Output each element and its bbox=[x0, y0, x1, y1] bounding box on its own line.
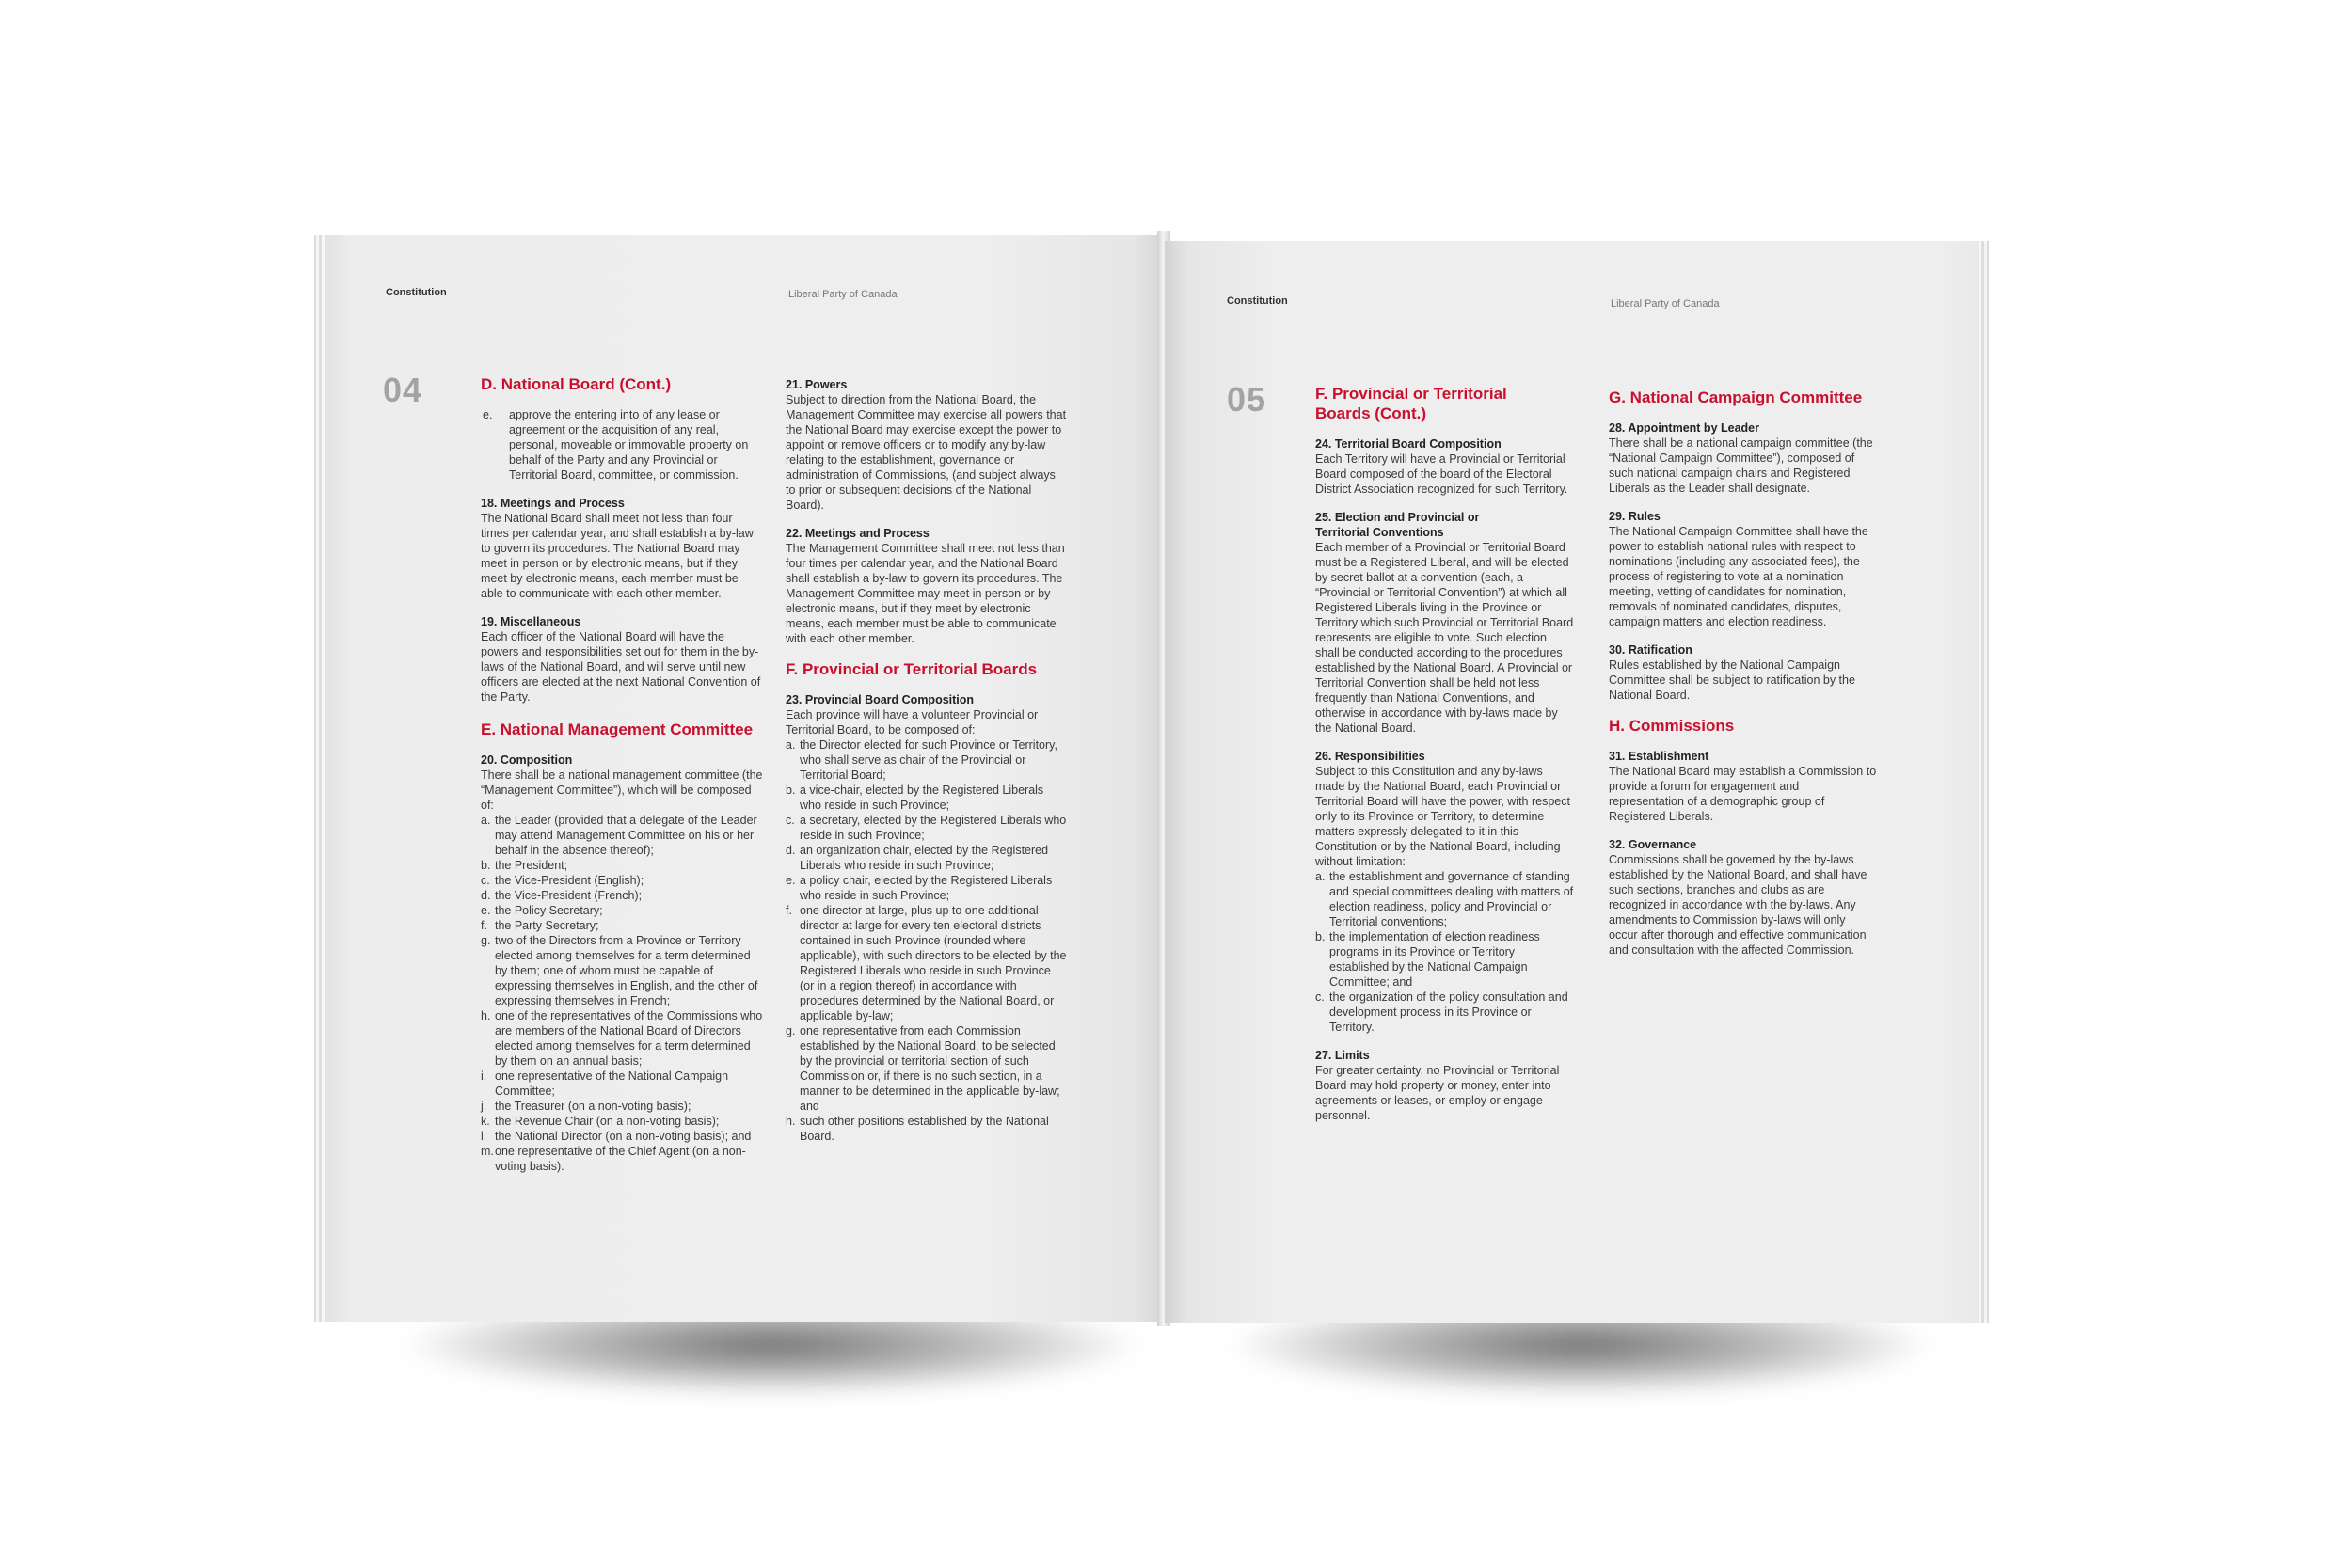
section-title: E. National Management Committee bbox=[481, 721, 754, 738]
header-org-name: Liberal Party of Canada bbox=[1611, 298, 1720, 309]
list-item: c. a secretary, elected by the Registered Liberals who reside in such Province; bbox=[786, 814, 1067, 842]
article-body: Subject to this Constitution and any by-laws made by the National Board, each Provincial or Territorial Board will have the power, with respect only to its Province or Territory, to determine matters expressly delegated to it in this Constitution or by the National Board, including without limitation: bbox=[1315, 765, 1570, 868]
list-item: l. the National Director (on a non-voting basis); and bbox=[481, 1130, 752, 1143]
list-20 bbox=[481, 813, 763, 1174]
article-heading: 31. Establishment bbox=[1609, 750, 1709, 763]
list-item: d. the Vice-President (French); bbox=[481, 889, 643, 902]
section-title: G. National Campaign Committee bbox=[1609, 388, 1863, 406]
article-body: Rules established by the National Campaign Committee shall be subject to ratification by the National Board. bbox=[1609, 658, 1855, 702]
list-item: b. a vice-chair, elected by the Registered Liberals who reside in such Province; bbox=[786, 784, 1044, 812]
article-heading: 18. Meetings and Process bbox=[481, 497, 625, 510]
article-body: Commissions shall be governed by the by-laws established by the National Board, and shall have such sections, branches and clubs as are recognized in accordance with the by-laws. Any amendments to Commission by-laws will only occur after thorough and effective communication and consultation with the affected Commission. bbox=[1609, 853, 1867, 957]
list-item: a. the Leader (provided that a delegate of the Leader may attend Management Committee on his or her behalf in the absence thereof); bbox=[481, 814, 757, 857]
list-item: e. the Policy Secretary; bbox=[481, 904, 603, 917]
article-heading: 25. Election and Provincial or Territorial Conventions bbox=[1315, 511, 1480, 539]
page-number: 05 bbox=[1227, 380, 1267, 419]
list-item: e. a policy chair, elected by the Registered Liberals who reside in such Province; bbox=[786, 874, 1053, 902]
list-item: a. the Director elected for such Province or Territory, who shall serve as chair of the Provincial or Territorial Board; bbox=[786, 738, 1057, 782]
article-heading: 28. Appointment by Leader bbox=[1609, 421, 1759, 435]
list-item: h. one of the representatives of the Commissions who are members of the National Board of Directors elected among themselves for a term determined by them on an annual basis; bbox=[481, 1009, 763, 1068]
article-body: Each province will have a volunteer Provincial or Territorial Board, to be composed of: bbox=[786, 708, 1039, 736]
list-item: f. the Party Secretary; bbox=[481, 919, 599, 932]
list-item: f. one director at large, plus up to one additional director at large for every ten electoral districts contained in such Province (rounded where applicable), with such directors to be elected by the Registered Liberals who reside in such Province (or in a region thereof) in accordance with procedures determined by the National Board, or applicable by-law; bbox=[786, 904, 1067, 1022]
article-body: The National Board may establish a Commission to provide a forum for engagement and representation of a demographic group of Registered Liberals. bbox=[1609, 765, 1877, 823]
article-body: Each member of a Provincial or Territorial Board must be a Registered Liberal, and will be elected by secret ballot at a convention (each, a “Provincial or Territorial Convention”) at which all Registered Liberals living in the Province or Territory which such Provincial or Territorial Board represents are eligible to vote. Such election shall be conducted according to the procedures established by the National Board. A Provincial or Territorial Convention shall be held not less frequently than National Conventions, and otherwise in accordance with by-laws made by the National Board. bbox=[1315, 541, 1574, 735]
section-title: H. Commissions bbox=[1609, 717, 1735, 735]
list-item: i. one representative of the National Campaign Committee; bbox=[481, 1069, 729, 1098]
list-item: g. two of the Directors from a Province or Territory elected among themselves for a term determined by them; one of whom must be capable of expressing themselves in English, and the other of expressing themselves in French; bbox=[481, 934, 758, 1007]
right-page bbox=[1165, 241, 1979, 1323]
list-item: h. such other positions established by the National Board. bbox=[786, 1115, 1049, 1143]
header-org-name: Liberal Party of Canada bbox=[788, 289, 898, 300]
article-body: Subject to direction from the National Board, the Management Committee may exercise all powers that the National Board may exercise except the power to appoint or remove officers or to modify any by-law relating to the establishment, governance or administration of Commissions, (and subject always to prior or subsequent decisions of the National Board). bbox=[786, 393, 1067, 512]
list-item: j. the Treasurer (on a non-voting basis); bbox=[481, 1100, 691, 1113]
section-title: F. Provincial or Territorial Boards (Cont.) bbox=[1315, 385, 1507, 422]
article-heading: 23. Provincial Board Composition bbox=[786, 693, 975, 706]
list-item: g. one representative from each Commission established by the National Board, to be selected by the provincial or territorial section of such Commission or, if there is no such section, in a manner to be determined in the applicable by-law; and bbox=[786, 1024, 1060, 1113]
article-body: Each officer of the National Board will have the powers and responsibilities set out for them in the by-laws of the National Board, and will serve until new officers are elected at the next National Convention of the Party. bbox=[481, 630, 761, 704]
left-page bbox=[325, 235, 1162, 1322]
list-item: a. the establishment and governance of standing and special committees dealing with matters of election readiness, policy and Provincial or Territorial conventions; bbox=[1315, 870, 1574, 928]
article-body: The National Campaign Committee shall have the power to establish national rules with respect to nominations (including any associated fees), the process of registering to vote at a nomination meeting, vetting of candidates for nomination, removals of nominated candidates, disputes, campaign matters and election readiness. bbox=[1609, 525, 1868, 628]
header-title: Constitution bbox=[1227, 295, 1288, 307]
list-item: e. approve the entering into of any lease or agreement or the acquisition of any real, personal, moveable or immovable property on behalf of the Party and any Provincial or Territorial Board, committee, or commission. bbox=[483, 408, 749, 482]
right-column-2 bbox=[1609, 388, 1877, 971]
list-e bbox=[481, 407, 763, 483]
article-heading: 26. Responsibilities bbox=[1315, 750, 1425, 763]
page-number: 04 bbox=[383, 371, 423, 409]
list-item: k. the Revenue Chair (on a non-voting basis); bbox=[481, 1115, 720, 1128]
article-body: The National Board shall meet not less than four times per calendar year, and shall establish a by-law to govern its procedures. The National Board may meet in person or by electronic means, but if they meet by electronic means, each member must be able to communicate with each other member. bbox=[481, 512, 754, 600]
list-item: c. the organization of the policy consultation and development process in its Province or Territory. bbox=[1315, 990, 1568, 1034]
article-body: For greater certainty, no Provincial or Territorial Board may hold property or money, enter into agreements or leases, or employ or engage personnel. bbox=[1315, 1064, 1560, 1122]
list-item: c. the Vice-President (English); bbox=[481, 874, 644, 887]
list-item: b. the implementation of election readiness programs in its Province or Territory established by the National Campaign Committee; and bbox=[1315, 930, 1540, 989]
section-title: D. National Board (Cont.) bbox=[481, 375, 672, 393]
article-heading: 27. Limits bbox=[1315, 1049, 1370, 1062]
section-title: F. Provincial or Territorial Boards bbox=[786, 660, 1038, 678]
article-heading: 22. Meetings and Process bbox=[786, 527, 930, 540]
article-heading: 29. Rules bbox=[1609, 510, 1661, 523]
list-item: d. an organization chair, elected by the Registered Liberals who reside in such Province; bbox=[786, 844, 1049, 872]
article-heading: 24. Territorial Board Composition bbox=[1315, 437, 1502, 451]
article-body: The Management Committee shall meet not less than four times per calendar year, and the National Board shall establish a by-law to govern its procedures. The Management Committee may meet in person or by electronic means, but if they meet by electronic means, each member must be able to communicate with each other member. bbox=[786, 542, 1065, 645]
article-heading: 21. Powers bbox=[786, 378, 848, 391]
list-item: b. the President; bbox=[481, 859, 568, 872]
header-title: Constitution bbox=[386, 287, 447, 298]
left-column-1 bbox=[481, 374, 763, 1187]
article-heading: 30. Ratification bbox=[1609, 643, 1692, 657]
list-23 bbox=[786, 737, 1068, 1144]
left-column-2 bbox=[786, 377, 1068, 1157]
list-26 bbox=[1315, 869, 1574, 1035]
article-body: There shall be a national management committee (the “Management Committee”), which will be composed of: bbox=[481, 768, 763, 812]
list-item: m. one representative of the Chief Agent (on a non-voting basis). bbox=[481, 1145, 746, 1173]
article-heading: 32. Governance bbox=[1609, 838, 1697, 851]
article-body: Each Territory will have a Provincial or Territorial Board composed of the board of the Electoral District Association recognized for such Territory. bbox=[1315, 452, 1568, 496]
article-heading: 20. Composition bbox=[481, 753, 573, 767]
right-column-1 bbox=[1315, 384, 1574, 1136]
article-body: There shall be a national campaign committee (the “National Campaign Committee”), composed of such national campaign chairs and Registered Liberals as the Leader shall designate. bbox=[1609, 436, 1873, 495]
article-heading: 19. Miscellaneous bbox=[481, 615, 581, 628]
